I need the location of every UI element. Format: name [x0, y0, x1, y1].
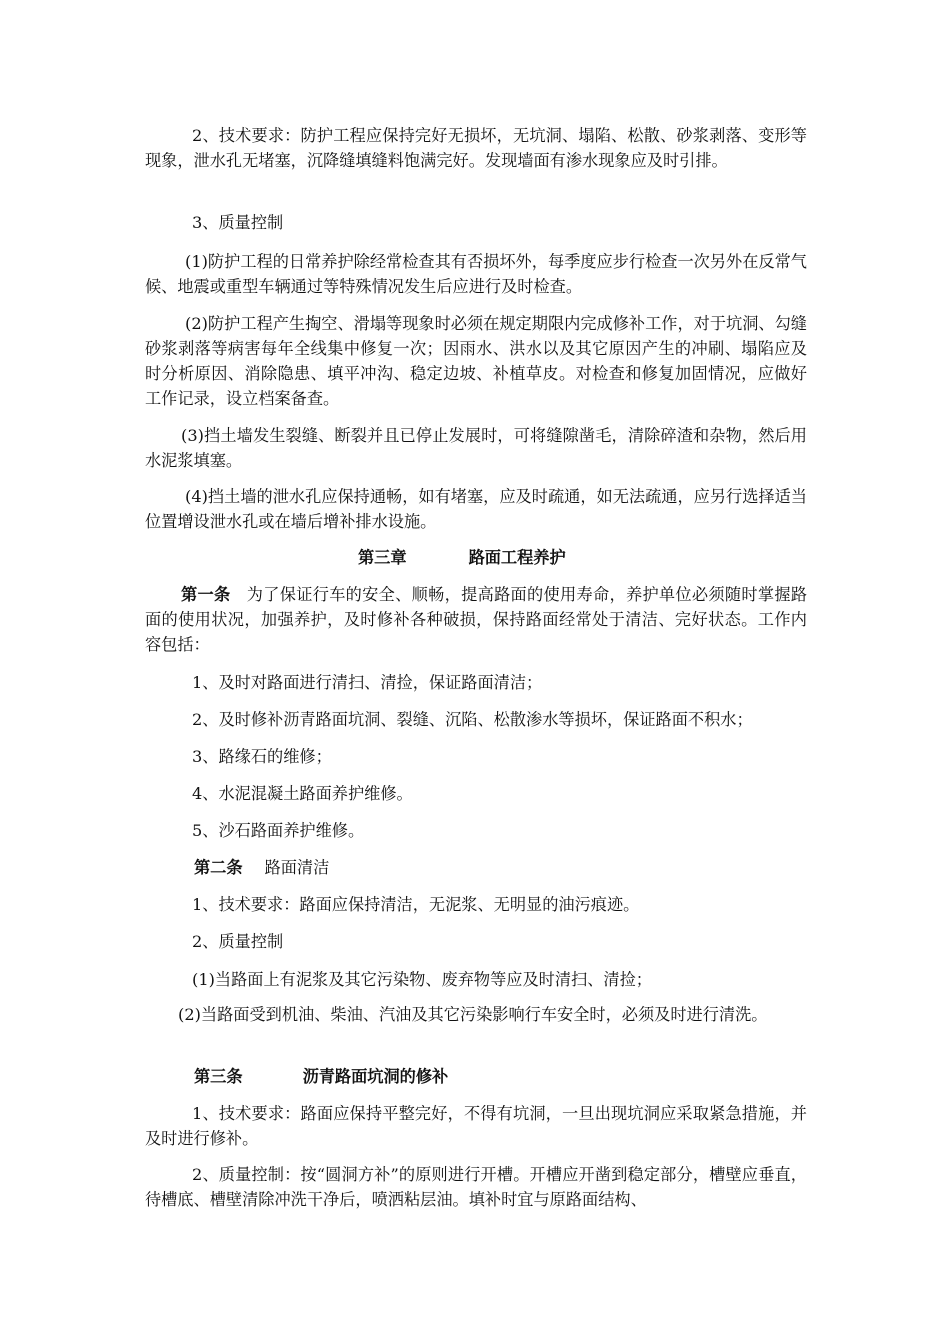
article-1-paragraph	[145, 582, 807, 657]
article-3-title: 沥青路面坑洞的修补	[302, 1067, 449, 1086]
article-2-quality-control: 2、质量控制	[192, 932, 284, 951]
article-2-heading	[145, 855, 807, 880]
article-2-item-1: (1)当路面上有泥浆及其它污染物、废弃物等应及时清扫、清捡；	[192, 970, 652, 989]
article-3-quality-control: 2、质量控制：按“圆洞方补”的原则进行开槽。开槽应开凿到稳定部分，槽壁应垂直，待槽底、槽壁清除冲洗干净后，喷洒粘层油。填补时宜与原路面结构、	[145, 1165, 807, 1209]
chapter-number: 第三章	[358, 548, 407, 567]
article-2-item-2: (2)当路面受到机油、柴油、汽油及其它污染影响行车安全时，必须及时进行清洗。	[178, 1005, 768, 1024]
article-1-number: 第一条	[181, 585, 231, 604]
paragraph-item-1: (1)防护工程的日常养护除经常检查其有否损坏外，每季度应步行检查一次另外在反常气候、地震或重型车辆通过等特殊情况发生后应进行及时检查。	[145, 252, 807, 296]
paragraph-item-3: (3)挡土墙发生裂缝、断裂并且已停止发展时，可将缝隙凿毛，清除碎渣和杂物，然后用水泥浆填塞。	[145, 426, 807, 470]
list-item-5: 5、沙石路面养护维修。	[192, 821, 365, 840]
article-1-text: 为了保证行车的安全、顺畅，提高路面的使用寿命，养护单位必须随时掌握路面的使用状况，加强养护，及时修补各种破损，保持路面经常处于清洁、完好状态。工作内容包括：	[145, 585, 808, 654]
article-3-number: 第三条	[194, 1067, 243, 1086]
list-item-3: 3、路缘石的维修；	[192, 747, 332, 766]
article-3-heading	[145, 1064, 807, 1089]
paragraph-quality-control-heading: 3、质量控制	[192, 213, 284, 232]
paragraph-item-4: (4)挡土墙的泄水孔应保持通畅，如有堵塞，应及时疏通，如无法疏通，应另行选择适当位置增设泄水孔或在墙后增补排水设施。	[145, 487, 807, 531]
article-2-number: 第二条	[194, 858, 243, 877]
article-2-title: 路面清洁	[264, 858, 330, 877]
list-item-1: 1、及时对路面进行清扫、清捡，保证路面清洁；	[192, 673, 543, 692]
chapter-title: 路面工程养护	[468, 548, 566, 567]
paragraph-tech-requirements: 2、技术要求：防护工程应保持完好无损坏，无坑洞、塌陷、松散、砂浆剥落、变形等现象，泄水孔无堵塞，沉降缝填缝料饱满完好。发现墙面有渗水现象应及时引排。	[145, 126, 807, 170]
paragraph-item-2: (2)防护工程产生掏空、滑塌等现象时必须在规定期限内完成修补工作，对于坑洞、勾缝砂浆剥落等病害每年全线集中修复一次；因雨水、洪水以及其它原因产生的冲刷、塌陷应及时分析原因、消除隐患、填平冲沟、稳定边坡、补植草皮。对检查和修复加固情况，应做好工作记录，设立档案备查。	[145, 314, 807, 408]
article-2-tech-requirements: 1、技术要求：路面应保持清洁，无泥浆、无明显的油污痕迹。	[192, 895, 640, 914]
article-3-tech-requirements: 1、技术要求：路面应保持平整完好，不得有坑洞，一旦出现坑洞应采取紧急措施，并及时进行修补。	[145, 1104, 807, 1148]
chapter-heading	[358, 545, 566, 570]
list-item-2: 2、及时修补沥青路面坑洞、裂缝、沉陷、松散渗水等损坏，保证路面不积水；	[192, 710, 753, 729]
list-item-4: 4、水泥混凝土路面养护维修。	[192, 784, 413, 803]
